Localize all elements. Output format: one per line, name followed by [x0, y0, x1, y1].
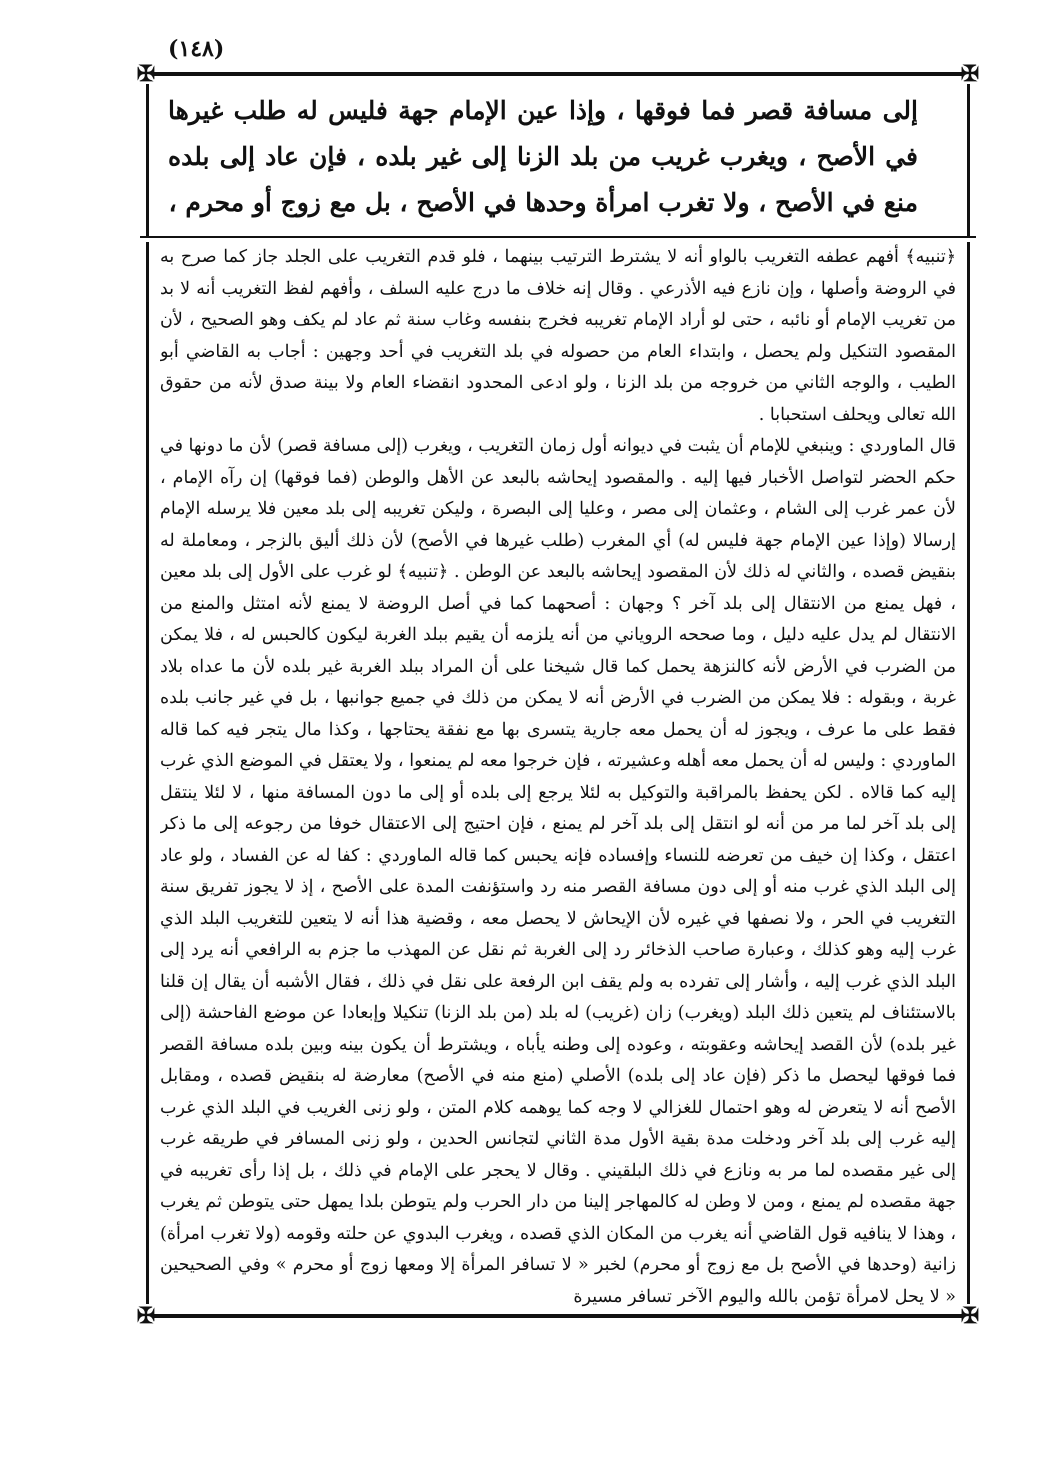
page-number: (١٤٨) — [168, 36, 225, 62]
ornament-top-right-icon: ✠ — [960, 61, 980, 87]
commentary-paragraph: ﴿تنبيه﴾ أفهم عطفه التغريب بالواو أنه لا يشترط الترتيب بينهما ، فلو قدم التغريب على الجلد جاز كما صرح به في الروضة وأصلها ، وإن نازع فيه الأذرعي . وقال إنه خلاف ما درج عليه السلف ، وأفهم لفظ التغريب أنه لا بد من تغريب الإمام أو نائبه ، حتى لو أراد الإمام تغريبه فخرج بنفسه وغاب سنة ثم عاد لم يكف وهو الصحيح ، لأن المقصود التنكيل ولم يحصل ، وابتداء العام من حصوله في بلد التغريب في أحد وجهين : أجاب به القاضي أبو الطيب ، والوجه الثاني من خروجه من بلد الزنا ، ولو ادعى المحدود انقضاء العام ولا بينة صدق لأنه من حقوق الله تعالى ويحلف استحبابا . — [160, 247, 956, 425]
left-rule-top — [146, 84, 149, 236]
commentary-block — [160, 242, 956, 1312]
ornament-bottom-right-icon: ✠ — [960, 1303, 980, 1329]
bottom-rule — [154, 1314, 962, 1318]
section-divider — [140, 236, 976, 238]
top-rule — [154, 72, 962, 76]
ornament-bottom-left-icon: ✠ — [136, 1303, 156, 1329]
right-rule-bottom — [967, 242, 970, 1304]
ornament-top-left-icon: ✠ — [136, 61, 156, 87]
main-text-block — [168, 88, 918, 230]
left-rule-bottom — [146, 242, 149, 1304]
main-text: إلى مسافة قصر فما فوقها ، وإذا عين الإمام جهة فليس له طلب غيرها في الأصح ، ويغرب غريب من بلد الزنا إلى غير بلده ، فإن عاد إلى بلده منع في الأصح ، ولا تغرب امرأة وحدها في الأصح ، بل مع زوج أو محرم ، — [168, 96, 918, 217]
right-rule-top — [967, 84, 970, 236]
commentary-paragraph: قال الماوردي : وينبغي للإمام أن يثبت في ديوانه أول زمان التغريب ، ويغرب (إلى مسافة قصر) لأن ما دونها في حكم الحضر لتواصل الأخبار فيها إليه . والمقصود إيحاشه بالبعد عن الأهل والوطن (فما فوقها) إن رآه الإمام ، لأن عمر غرب إلى الشام ، وعثمان إلى مصر ، وعليا إلى البصرة ، وليكن تغريبه إلى بلد معين فلا يرسله الإمام إرسالا (وإذا عين الإمام جهة فليس له) أي المغرب (طلب غيرها في الأصح) لأن ذلك أليق بالزجر ، ومعاملة له بنقيض قصده ، والثاني له ذلك لأن المقصود إيحاشه بالبعد عن الوطن . ﴿تنبيه﴾ لو غرب على الأول إلى بلد معين ، فهل يمنع من الانتقال إلى بلد آخر ؟ وجهان : أصحهما كما في أصل الروضة لا يمنع لأنه امتثل والمنع من الانتقال لم يدل عليه دليل ، وما صححه الروياني من أنه يلزمه أن يقيم ببلد الغربة ليكون كالحبس له ، فلا يمكن من الضرب في الأرض لأنه كالنزهة يحمل كما قال شيخنا على أن المراد ببلد الغربة غير بلده لأن ما عداه بلاد غربة ، وبقوله : فلا يمكن من الضرب في الأرض أنه لا يمكن من ذلك في جميع جوانبها ، بل في غير جانب بلده فقط على ما عرف ، ويجوز له أن يحمل معه جارية يتسرى بها مع نفقة يحتاجها ، وكذا مال يتجر فيه كما قاله الماوردي : وليس له أن يحمل معه أهله وعشيرته ، فإن خرجوا معه لم يمنعوا ، ولا يعتقل في الموضع الذي غرب إليه كما قالاه . لكن يحفظ بالمراقبة والتوكيل به لئلا يرجع إلى بلده أو إلى ما دون المسافة منها ، لا لئلا ينتقل إلى بلد آخر لما مر من أنه لو انتقل إلى بلد آخر لم يمنع ، فإن احتيج إلى الاعتقال خوفا من رجوعه إلى ما ذكر اعتقل ، وكذا إن خيف من تعرضه للنساء وإفساده فإنه يحبس كما قاله الماوردي : كفا له عن الفساد ، ولو عاد إلى البلد الذي غرب منه أو إلى دون مسافة القصر منه رد واستؤنفت المدة على الأصح ، إذ لا يجوز تفريق سنة التغريب في الحر ، ولا نصفها في غيره لأن الإيحاش لا يحصل معه ، وقضية هذا أنه لا يتعين للتغريب البلد الذي غرب إليه وهو كذلك ، وعبارة صاحب الذخائر رد إلى الغربة ثم نقل عن المهذب ما جزم به الرافعي أنه يرد إلى البلد الذي غرب إليه ، وأشار إلى تفرده به ولم يقف ابن الرفعة على نقل في ذلك ، فقال الأشبه أن يقال إن قلنا بالاستئناف لم يتعين ذلك البلد (ويغرب) زان (غريب) له بلد (من بلد الزنا) تنكيلا وإبعادا عن موضع الفاحشة (إلى غير بلده) لأن القصد إيحاشه وعقوبته ، وعوده إلى وطنه يأباه ، ويشترط أن يكون بينه وبين بلده مسافة القصر فما فوقها ليحصل ما ذكر (فإن عاد إلى بلده) الأصلي (منع منه في الأصح) معارضة له بنقيض قصده ، ومقابل الأصح أنه لا يتعرض له وهو احتمال للغزالي لا وجه كما يوهمه كلام المتن ، ولو زنى الغريب في البلد الذي غرب إليه غرب إلى بلد آخر ودخلت مدة بقية الأول مدة الثاني لتجانس الحدين ، ولو زنى المسافر في طريقه غرب إلى غير مقصده لما مر به ونازع في ذلك البلقيني . وقال لا يحجر على الإمام في ذلك ، بل إذا رأى تغريبه في جهة مقصده لم يمنع ، ومن لا وطن له كالمهاجر إلينا من دار الحرب ولم يتوطن بلدا يمهل حتى يتوطن ثم يغرب ، وهذا لا ينافيه قول القاضي أنه يغرب من المكان الذي قصده ، ويغرب البدوي عن حلته وقومه (ولا تغرب امرأة) زانية (وحدها في الأصح بل مع زوج أو محرم) لخبر « لا تسافر المرأة إلا ومعها زوج أو محرم » وفي الصحيحين « لا يحل لامرأة تؤمن بالله واليوم الآخر تسافر مسيرة — [160, 436, 956, 1307]
